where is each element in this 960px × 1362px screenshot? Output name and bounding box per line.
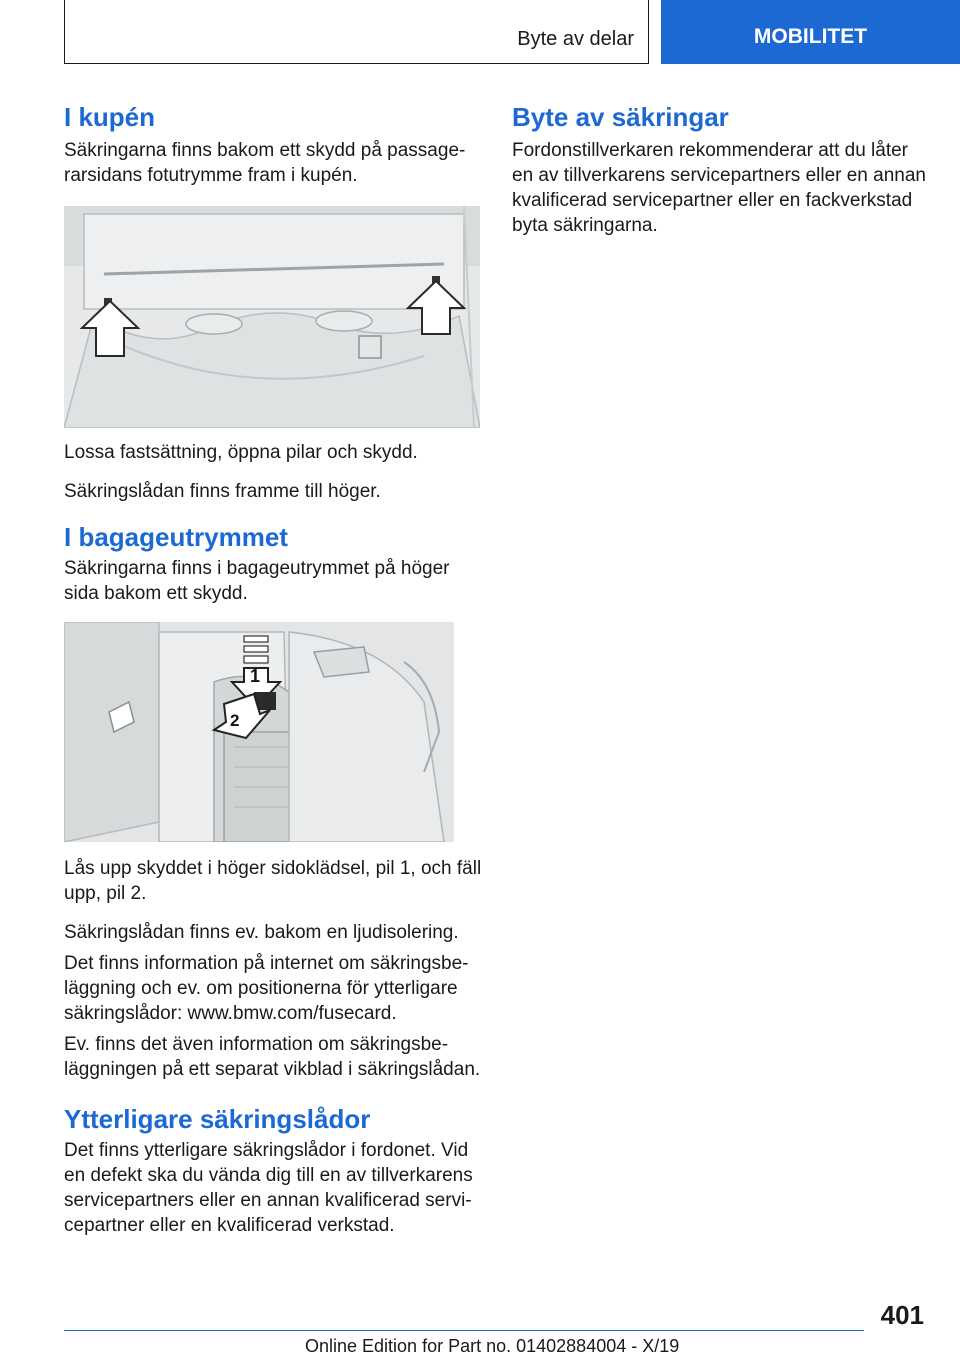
text-ytterligare: Det finns ytterligare säkringslådor i fordonet. Vid en defekt ska du vända dig till en av tillverkarens servicepartners eller en annan kvalificerad servi-cepartner eller en kvalificerad verkstad. xyxy=(64,1140,473,1236)
figure-kupe-fuse-cover xyxy=(64,206,480,428)
text-bagage-intro: Säkringarna finns i bagageutrymmet på höger sida bakom ett skydd. xyxy=(64,558,450,604)
text-bagage-location: Säkringslådan finns ev. bakom en ljudisolering. xyxy=(64,922,459,943)
text-byte: Fordonstillverkaren rekommenderar att du låter en av tillverkarens servicepartners eller en annan kvalificerad servicepartner eller en fackverkstad byta säkringarna. xyxy=(512,140,926,236)
arrow-label-1: 1 xyxy=(250,666,261,686)
text-info-leaflet: Ev. finns det även information om säkringsbe-läggningen på ett separat vikblad i säkringslådan. xyxy=(64,1034,481,1080)
left-column xyxy=(64,100,484,1238)
text-info-internet: Det finns information på internet om säkringsbe-läggning och ev. om positionerna för ytterligare säkringslådor: www.bmw.com/fusecard. xyxy=(64,953,469,1024)
text-kupe-location: Säkringslådan finns framme till höger. xyxy=(64,481,381,502)
heading-ytterligare: Ytterligare säkringslådor xyxy=(64,1104,371,1134)
footer-edition: Online Edition for Part no. 01402884004 - X/19 xyxy=(305,1336,680,1356)
text-kupe-step: Lossa fastsättning, öppna pilar och skydd. xyxy=(64,442,418,463)
header-frame xyxy=(64,0,649,64)
heading-bagage: I bagageutrymmet xyxy=(64,522,288,552)
page-number: 401 xyxy=(880,1300,924,1330)
right-column xyxy=(512,100,932,238)
heading-kupe: I kupén xyxy=(64,102,156,132)
figure-bagage-fuse-cover xyxy=(64,622,454,842)
header-section-title: Byte av delar xyxy=(517,28,634,50)
arrow-label-2: 2 xyxy=(230,711,240,730)
header-chapter-tab: MOBILITET xyxy=(661,0,960,64)
text-bagage-step: Lås upp skyddet i höger sidoklädsel, pil 1, och fäll upp, pil 2. xyxy=(64,858,482,904)
text-kupe-intro: Säkringarna finns bakom ett skydd på passage-rarsidans fotutrymme fram i kupén. xyxy=(64,140,466,186)
heading-byte: Byte av säkringar xyxy=(512,102,729,132)
footer-divider xyxy=(64,1330,864,1331)
